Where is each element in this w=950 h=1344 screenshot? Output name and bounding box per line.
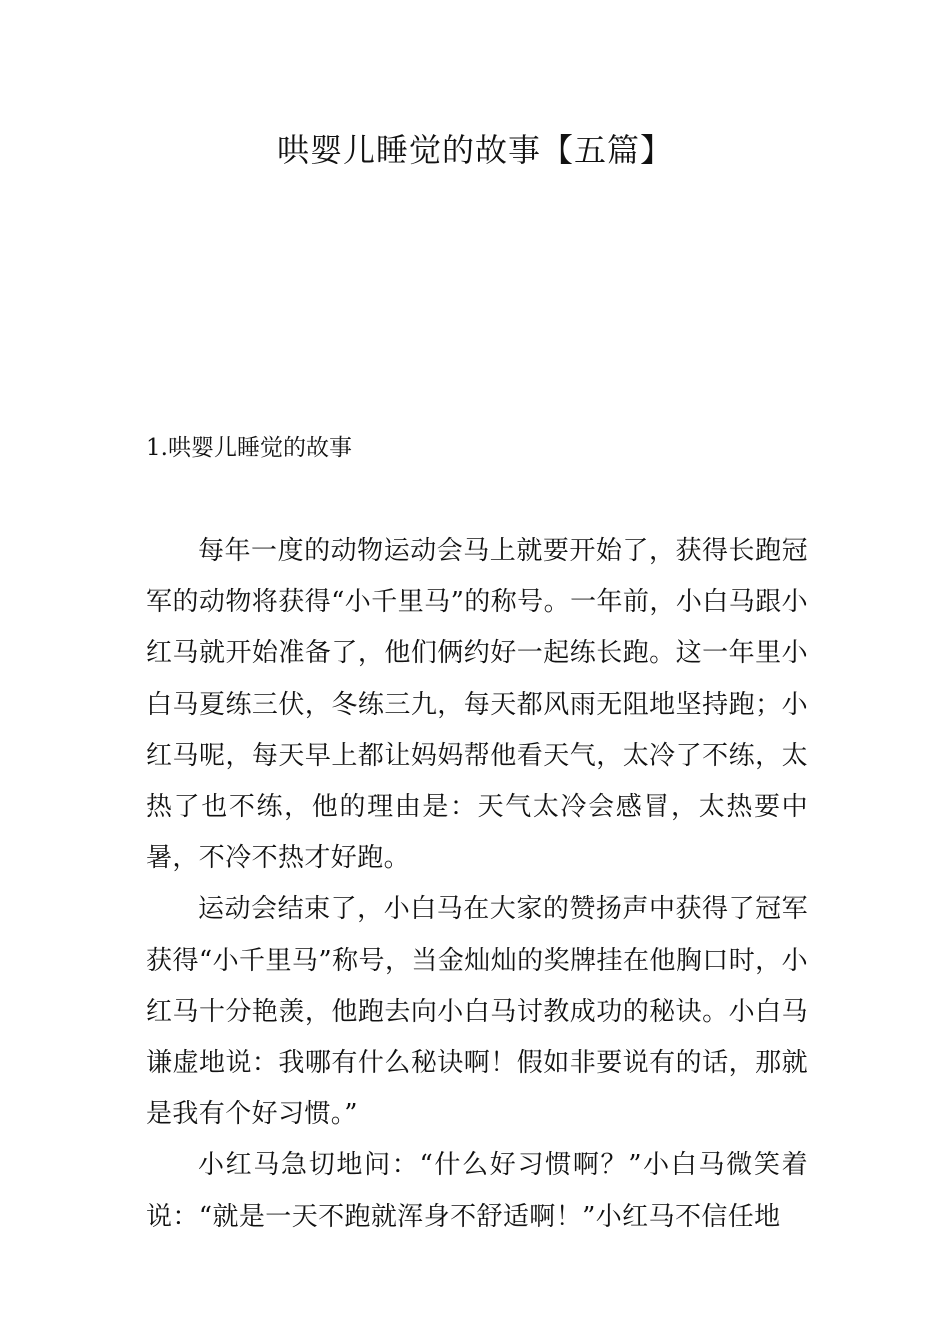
paragraph: 小红马急切地问：“什么好习惯啊？”小白马微笑着说：“就是一天不跑就浑身不舒适啊！”小红马不信任地 bbox=[146, 1150, 808, 1232]
section-heading: 1.哄婴儿睡觉的故事 bbox=[146, 435, 352, 461]
paragraph: 每年一度的动物运动会马上就要开始了，获得长跑冠军的动物将获得“小千里马”的称号。一年前，小白马跟小红马就开始准备了，他们俩约好一起练长跑。这一年里小白马夏练三伏，冬练三九，每天都风雨无阻地坚持跑；小红马呢，每天早上都让妈妈帮他看天气，太冷了不练，太热了也不练，他的理由是：天气太冷会感冒，太热要中暑，不冷不热才好跑。 bbox=[146, 536, 808, 874]
story-body bbox=[146, 526, 808, 1243]
document-title: 哄婴儿睡觉的故事【五篇】 bbox=[276, 131, 673, 169]
paragraph: 运动会结束了，小白马在大家的赞扬声中获得了冠军获得“小千里马”称号，当金灿灿的奖牌挂在他胸口时，小红马十分艳羡，他跑去向小白马讨教成功的秘诀。小白马谦虚地说：我哪有什么秘诀啊！假如非要说有的话，那就是我有个好习惯。” bbox=[146, 894, 808, 1130]
